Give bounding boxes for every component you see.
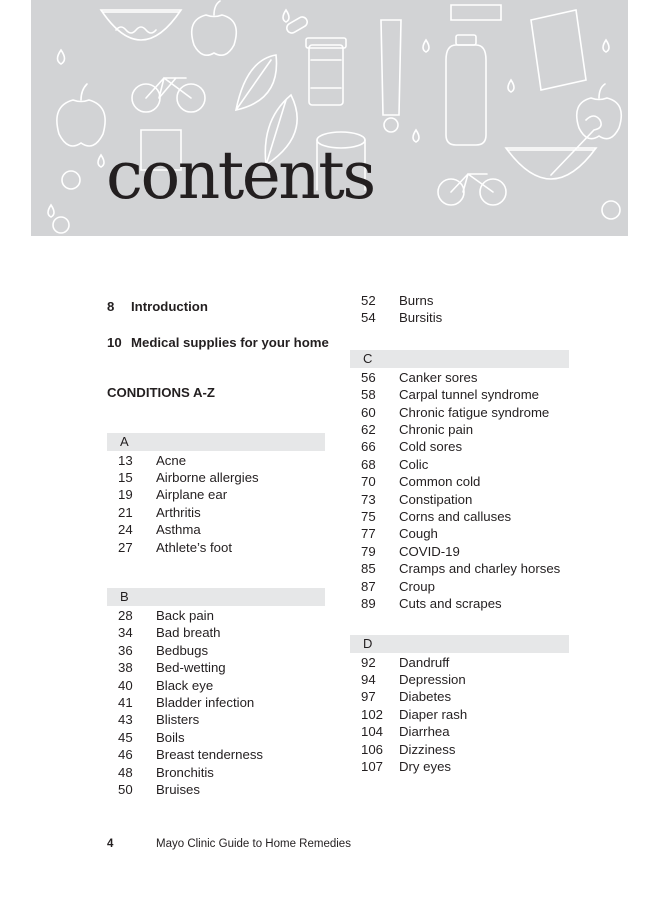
toc-page-number: 104 [361,724,384,740]
toc-entry-title: Cough [399,526,438,542]
toc-entry[interactable] [107,642,325,659]
toc-entry[interactable] [350,688,569,705]
toc-entry-title: Carpal tunnel syndrome [399,387,540,403]
toc-entry-title: Athlete’s foot [156,539,233,555]
toc-page-number: 36 [118,642,133,658]
toc-page-number: 89 [361,596,376,612]
toc-entry-title: Colic [399,456,429,472]
toc-entry[interactable] [107,486,325,503]
toc-entry[interactable] [350,369,569,386]
toc-entry[interactable] [350,741,569,758]
bicycle-icon [132,78,205,112]
toc-page-number: 21 [118,504,133,520]
toc-page-number: 13 [118,452,133,468]
toc-entry-title: Asthma [156,522,201,538]
toc-entry[interactable] [107,677,325,694]
conditions-heading: CONDITIONS A-Z [107,385,215,400]
apple-icon [57,84,105,146]
toc-page-number: 50 [118,782,133,797]
toc-page-number: 60 [361,404,376,420]
section-letter-bar: A [107,433,325,451]
toc-page-number: 94 [361,671,376,687]
toc-section-b [107,588,325,798]
toc-entry-title: Chronic pain [399,422,474,438]
toc-entry-title: Common cold [399,474,481,490]
toc-entry[interactable] [350,578,569,595]
toc-entry-title: Dry eyes [399,758,452,774]
toc-entry-title: Bad breath [156,625,221,641]
toc-page-number: 15 [118,469,133,485]
toc-page-number: 52 [361,293,376,308]
toc-entry[interactable] [107,746,325,763]
toc-page-number: 87 [361,578,376,594]
toc-entry-title: Bronchitis [156,764,214,780]
toc-entry[interactable] [350,404,569,421]
toc-entry-title: Back pain [156,607,214,623]
bicycle-icon [438,174,506,205]
toc-entry[interactable] [350,292,569,309]
toc-page-number: 48 [118,764,133,780]
toc-entry-title: Croup [399,578,435,594]
leaf-icon [236,55,277,110]
toc-page-number: 68 [361,456,376,472]
toc-entry-title: Diabetes [399,689,452,705]
toc-entry-title: Cuts and scrapes [399,596,502,612]
toc-entry[interactable] [107,539,325,556]
toc-page-number: 38 [118,660,133,676]
toc-page-number: 77 [361,526,376,542]
toc-entry[interactable] [350,525,569,542]
toc-entry-title: Chronic fatigue syndrome [399,404,550,420]
toc-entry-title: Arthritis [156,504,201,520]
toc-entry-title: Bedbugs [156,642,209,658]
toc-entry[interactable] [107,711,325,728]
toc-right-column [350,292,569,775]
toc-entry-title: Airplane ear [156,487,228,503]
toc-entry[interactable] [350,560,569,577]
toc-page-number: 79 [361,543,376,559]
toc-page-number: 70 [361,474,376,490]
toc-entry-title: Canker sores [399,369,478,385]
toc-entry[interactable] [350,758,569,775]
toc-page-number: 102 [361,706,384,722]
page-footer [107,838,351,850]
toc-page-number: 107 [361,758,384,774]
toc-entry[interactable] [350,654,569,671]
toc-page-number: 19 [118,487,133,503]
toc-page-number: 97 [361,689,376,705]
toc-entry-title: Bed-wetting [156,660,226,676]
toc-left-column [107,292,329,798]
toc-entry-title: Boils [156,729,185,745]
toc-entry[interactable] [107,694,325,711]
header-banner [31,0,628,236]
toc-page-number: 58 [361,387,376,403]
toc-entry[interactable] [350,671,569,688]
toc-entry[interactable] [350,723,569,740]
toc-entry-title: Cramps and charley horses [399,561,561,577]
section-letter-bar: C [350,350,569,368]
toc-entry-list [107,451,325,556]
toc-entry-title: Constipation [399,491,473,507]
toc-entry-title: Dizziness [399,741,456,757]
toc-page-number: 34 [118,625,133,641]
toc-page-number: 66 [361,439,376,455]
toc-entry[interactable] [107,607,325,624]
toc-entry-title: Black eye [156,677,214,693]
toc-entry[interactable] [350,421,569,438]
toc-entry[interactable] [350,491,569,508]
toc-entry-title: Introduction [131,299,208,314]
toc-section-d [350,635,569,776]
toc-entry[interactable] [350,438,569,455]
section-letter-bar: D [350,635,569,653]
toc-page-number: 43 [118,712,133,728]
spoon-icon [551,116,601,175]
toc-entry-list [107,606,325,798]
toc-entry[interactable] [107,659,325,676]
toc-page-number: 24 [118,522,133,538]
toc-page-number: 8 [107,299,115,314]
toc-entry-list [350,653,569,776]
book-title: Mayo Clinic Guide to Home Remedies [156,838,351,850]
toc-page-number: 28 [118,607,133,623]
toc-entry-title: Bursitis [399,310,443,326]
toc-section-a [107,433,325,556]
toc-entry-title: Corns and calluses [399,509,512,525]
toc-entry[interactable] [350,456,569,473]
toc-entry[interactable] [350,473,569,490]
toc-entry-title: COVID-19 [399,543,460,559]
bottle-icon [446,35,486,145]
toc-entry[interactable] [350,706,569,723]
page-number: 4 [107,838,114,850]
toc-entry[interactable] [107,521,325,538]
toc-entry[interactable] [107,504,325,521]
toc-entry-title: Bladder infection [156,694,255,710]
toc-entry-title: Diaper rash [399,706,468,722]
toc-entry-title: Cold sores [399,439,463,455]
toc-entry-title: Depression [399,671,466,687]
toc-entry[interactable] [107,469,325,486]
toc-page-number: 73 [361,491,376,507]
bowl-icon [101,10,181,40]
toc-section-b-continued [350,292,569,327]
toc-entry-title: Blisters [156,712,200,728]
toc-page-number: 75 [361,509,376,525]
section-letter-bar: B [107,588,325,606]
toc-entry-medical-supplies[interactable] [107,334,329,352]
toc-entry[interactable] [350,386,569,403]
toc-page-number: 85 [361,561,376,577]
package-icon [531,10,586,90]
toc-entry-title: Bruises [156,782,200,797]
toc-entry[interactable] [107,452,325,469]
toc-page-number: 41 [118,694,133,710]
toc-page-number: 45 [118,729,133,745]
thermometer-icon [381,20,401,132]
toc-entry[interactable] [350,508,569,525]
toc-entry-title: Airborne allergies [156,469,259,485]
toc-page-number: 46 [118,747,133,763]
toc-entry[interactable] [107,624,325,641]
toc-page-number: 92 [361,654,376,670]
toc-entry-title: Burns [399,293,434,308]
toc-entry[interactable] [107,729,325,746]
toc-page-number: 27 [118,539,133,555]
toc-entry[interactable] [350,595,569,612]
toc-entry[interactable] [107,781,325,798]
toc-entry[interactable] [350,543,569,560]
toc-entry-introduction[interactable] [107,298,325,316]
toc-page-number: 40 [118,677,133,693]
toc-entry-title: Breast tenderness [156,747,264,763]
toc-entry-title: Medical supplies for your home [131,334,329,350]
toc-entry-title: Diarrhea [399,724,450,740]
toc-page-number: 56 [361,369,376,385]
toc-page-number: 54 [361,310,376,326]
toc-entry[interactable] [350,309,569,326]
toc-page-number: 10 [107,334,122,350]
toc-page-number: 62 [361,422,376,438]
toc-entry-list [350,368,569,613]
toc-entry-title: Dandruff [399,654,450,670]
toc-entry-title: Acne [156,452,187,468]
apple-icon [192,1,237,55]
pill-bottle-icon [306,38,346,105]
page-title: contents [106,137,374,214]
toc-page-number: 106 [361,741,384,757]
toc-entry[interactable] [107,764,325,781]
toc-section-c [350,350,569,613]
apple-icon [577,84,622,139]
